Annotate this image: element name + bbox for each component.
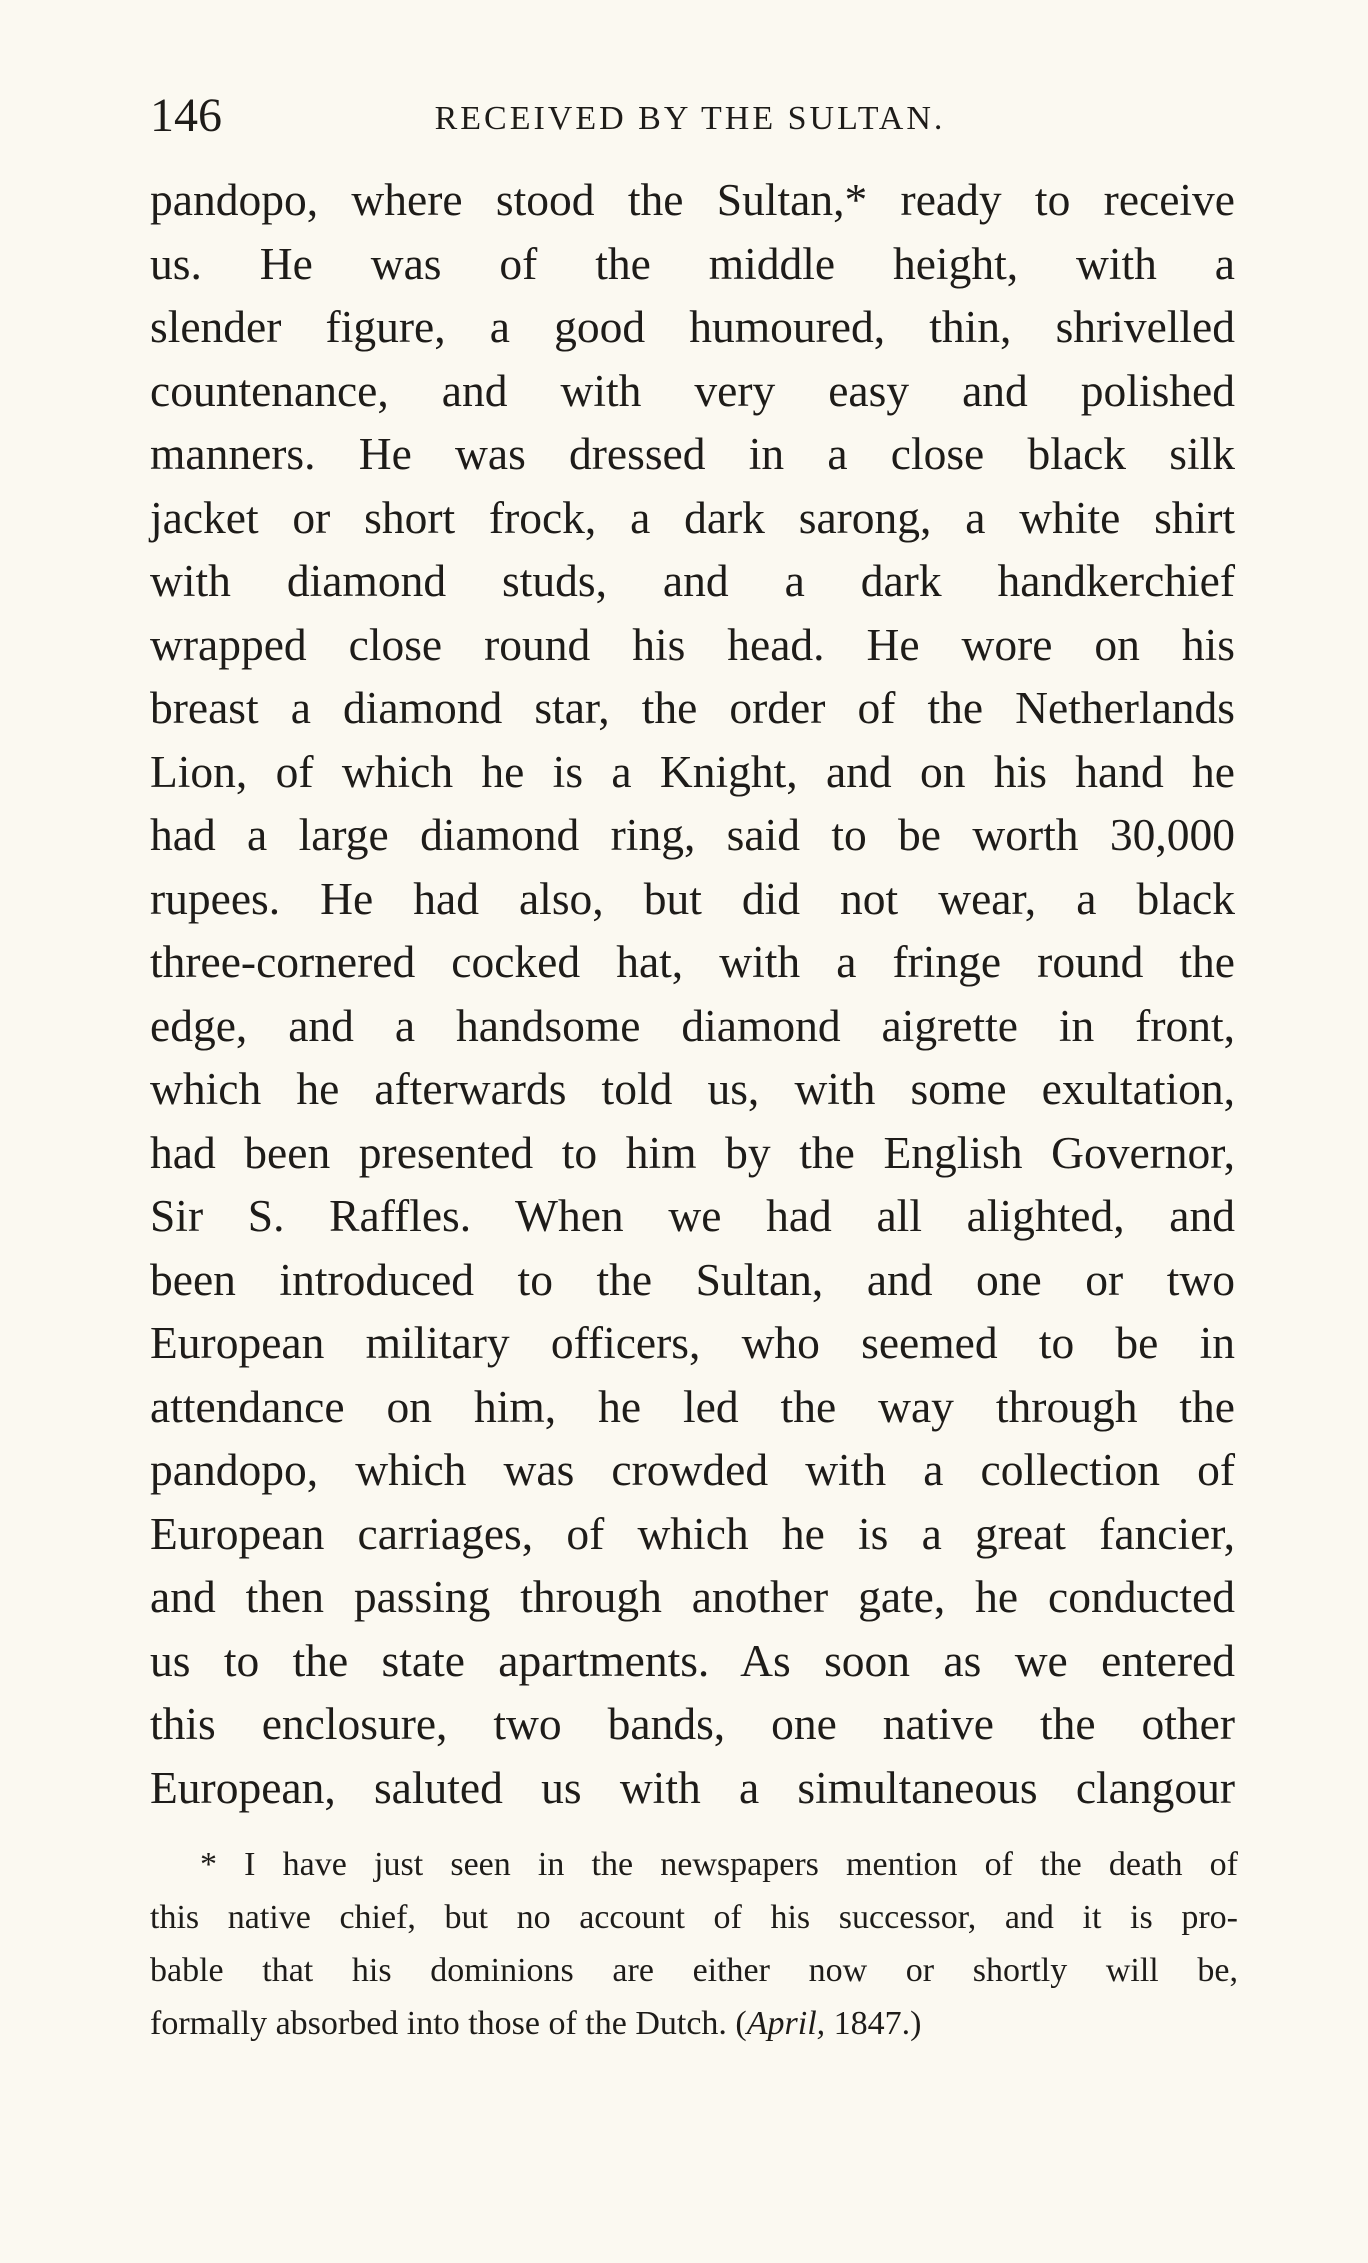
footnote-text: formally absorbed into those of the Dutch. ( [150,2005,747,2042]
text-line: had been presented to him by the English Governor, [150,1126,1235,1178]
footnote-last-line [150,1997,1238,2050]
footnote-line: this native chief, but no account of his successor, and it is pro- [150,1899,1238,1936]
text-line: jacket or short frock, a dark sarong, a white shirt [150,491,1235,543]
text-line: had a large diamond ring, said to be worth 30,000 [150,809,1235,860]
page-number: 146 [150,89,222,142]
text-line: countenance, and with very easy and polished [150,364,1235,416]
text-line: and then passing through another gate, he conducted [150,1571,1235,1622]
page-header [150,88,1230,144]
text-line: breast a diamond star, the order of the Netherlands [150,682,1235,733]
text-line: us. He was of the middle height, with a [150,237,1235,289]
text-line: European, saluted us with a simultaneous clangour [150,1761,1235,1813]
footnote-line: * I have just seen in the newspapers mention of the death of [200,1846,1238,1883]
text-line: edge, and a handsome diamond aigrette in front, [150,999,1235,1051]
text-line: European military officers, who seemed to be in [150,1317,1235,1368]
body-text [150,168,1235,1819]
text-line: wrapped close round his head. He wore on his [150,618,1235,670]
text-line: rupees. He had also, but did not wear, a black [150,872,1235,924]
text-line: attendance on him, he led the way through the [150,1380,1235,1432]
text-line: three-cornered cocked hat, with a fringe round the [150,936,1235,987]
text-line: which he afterwards told us, with some exultation, [150,1063,1235,1114]
text-line: pandopo, which was crowded with a collection of [150,1444,1235,1495]
footnote [150,1838,1238,2050]
footnote-line: bable that his dominions are either now or shortly will be, [150,1952,1238,1989]
text-line: us to the state apartments. As soon as we entered [150,1634,1235,1686]
text-line: European carriages, of which he is a great fancier, [150,1507,1235,1559]
text-line: Lion, of which he is a Knight, and on his hand he [150,745,1235,797]
text-line: pandopo, where stood the Sultan,* ready to receive [150,174,1235,225]
text-line: Sir S. Raffles. When we had all alighted, and [150,1190,1235,1241]
footnote-date: April, [746,2005,826,2042]
text-line: with diamond studs, and a dark handkerchief [150,555,1235,606]
footnote-year: 1847.) [825,2005,922,2042]
text-line: slender figure, a good humoured, thin, shrivelled [150,301,1235,352]
text-line: been introduced to the Sultan, and one or two [150,1253,1235,1305]
text-line: this enclosure, two bands, one native the other [150,1698,1235,1749]
running-title: RECEIVED BY THE SULTAN. [434,100,946,137]
text-line: manners. He was dressed in a close black silk [150,428,1235,479]
